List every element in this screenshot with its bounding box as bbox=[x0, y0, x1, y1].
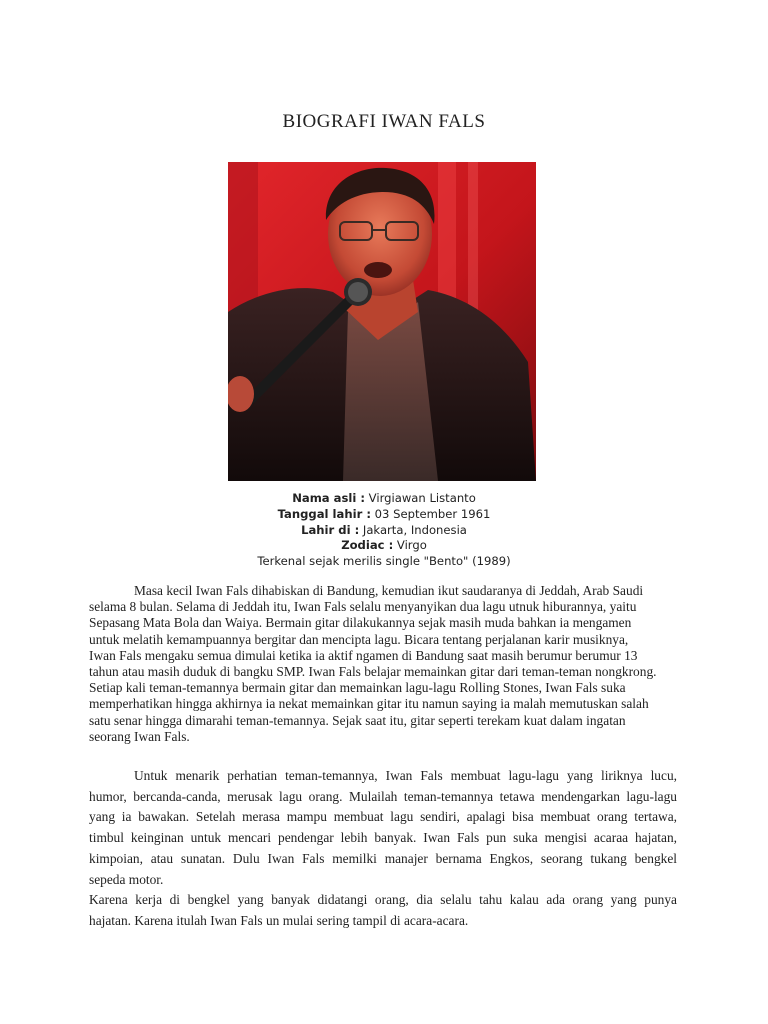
page-title: BIOGRAFI IWAN FALS bbox=[282, 111, 486, 132]
paragraph-career bbox=[89, 766, 677, 932]
known-for-text: Terkenal sejak merilis single "Bento" (1989) bbox=[257, 554, 511, 569]
birth-date-label: Tanggal lahir : bbox=[277, 506, 371, 521]
text-line: Masa kecil Iwan Fals dihabiskan di Bandung, kemudian ikut saudaranya di Jeddah, Arab Saudi bbox=[134, 583, 644, 598]
text-line: timbul keinginan untuk mencari pendengar lebih banyak. Iwan Fals pun suka mengisi acaraa hajatan, bbox=[89, 830, 677, 846]
real-name-label: Nama asli : bbox=[292, 491, 365, 505]
text-line: Untuk menarik perhatian teman-temannya, Iwan Fals membuat lagu-lagu yang liriknya lucu, bbox=[134, 768, 677, 783]
text-line: tahun atau masih duduk di bangku SMP. Iwan Fals belajar memainkan gitar dari teman-teman nongkrong. bbox=[89, 664, 657, 680]
zodiac-row bbox=[0, 538, 768, 554]
text-line: untuk melatih kemampuannya bergitar dan mencipta lagu. Bicara tentang perjalanan karir musiknya, bbox=[89, 631, 629, 647]
text-line: yang ia bawakan. Setelah merasa mampu membuat lagu sendiri, apalagi bisa membuat orang tertawa, bbox=[89, 809, 677, 825]
zodiac-value: Virgo bbox=[393, 538, 427, 553]
text-line: memperhatikan hingga akhirnya ia nekat memainkan gitar itu namun saying ia malah memutuskan salah bbox=[89, 696, 649, 712]
text-line: hajatan. Karena itulah Iwan Fals un mulai sering tampil di acara-acara. bbox=[89, 912, 469, 928]
profile-info bbox=[0, 491, 768, 570]
singer-photo bbox=[228, 162, 536, 481]
paragraph-childhood bbox=[89, 583, 689, 745]
text-line: Sepasang Mata Bola dan Waiya. Bermain gitar dilakukannya sejak masih muda bahkan ia mengamen bbox=[89, 615, 632, 631]
text-line: kimpoian, atau sunatan. Dulu Iwan Fals memilki manajer bernama Engkos, seorang tukang bengkel bbox=[89, 850, 677, 866]
text-line: Iwan Fals mengaku semua dimulai ketika ia aktif ngamen di Bandung saat masih berumur berumur 13 bbox=[89, 647, 638, 663]
text-line: humor, bercanda-canda, merusak lagu orang. Mulailah teman-temannya tetawa mendengarkan lagu-lagu bbox=[89, 788, 677, 804]
real-name-value: Virgiawan Listanto bbox=[365, 491, 476, 505]
text-line: Setiap kali teman-temannya bermain gitar dan memainkan lagu-lagu Rolling Stones, Iwan Fals suka bbox=[89, 680, 626, 696]
text-line: seorang Iwan Fals. bbox=[89, 728, 190, 744]
birth-date-row bbox=[0, 507, 768, 523]
birth-place-value: Jakarta, Indonesia bbox=[359, 522, 467, 537]
text-line: sepeda motor. bbox=[89, 871, 164, 887]
text-line: satu senar hingga dimarahi teman-temannya. Sejak saat itu, gitar seperti terekam kuat dalam ingatan bbox=[89, 712, 626, 728]
text-line: Karena kerja di bengkel yang banyak didatangi orang, dia selalu tahu kalau ada orang yang punya bbox=[89, 892, 677, 908]
text-line: selama 8 bulan. Selama di Jeddah itu, Iwan Fals selalu menyanyikan dua lagu utnuk hiburannya, yaitu bbox=[89, 599, 637, 615]
real-name-row bbox=[0, 491, 768, 507]
birth-place-row bbox=[0, 523, 768, 539]
zodiac-label: Zodiac : bbox=[341, 538, 394, 553]
birth-place-label: Lahir di : bbox=[301, 522, 360, 537]
birth-date-value: 03 September 1961 bbox=[370, 506, 491, 521]
